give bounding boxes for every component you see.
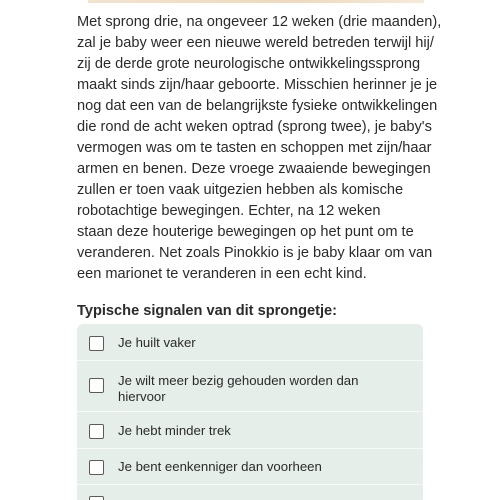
paragraph-line: vermogen was om te tasten en schoppen met zijn/haar [77, 140, 432, 156]
checklist-item-label [118, 459, 322, 475]
checkbox[interactable] [89, 378, 104, 393]
paragraph-line: een marionet te veranderen in een echt kind. [77, 266, 367, 282]
paragraph-line: die rond de acht weken optrad (sprong twee), je baby's [77, 119, 432, 135]
checklist-item-label-line: Je hebt minder trek [118, 423, 231, 438]
paragraph-line: veranderen. Net zoals Pinokkio is je baby klaar om van [77, 245, 433, 261]
checklist-divider [77, 360, 423, 361]
paragraph-line: Met sprong drie, na ongeveer 12 weken (drie maanden), [77, 14, 442, 30]
checklist-divider [77, 484, 423, 485]
top-accent-bar [88, 0, 424, 3]
paragraph-line: staan deze houterige bewegingen op het punt om te [77, 224, 414, 240]
paragraph-line: zullen er toen vaak uitgezien hebben als komische [77, 182, 404, 198]
checkbox[interactable] [89, 424, 104, 439]
paragraph-line: zal je baby weer een nieuwe wereld betreden terwijl hij/ [77, 35, 434, 51]
checklist-item-label [118, 373, 358, 405]
paragraph-line: robotachtige bewegingen. Echter, na 12 weken [77, 203, 381, 219]
article [77, 12, 442, 322]
paragraph-line: maakt sinds zijn/haar geboorte. Misschien herinner je je [77, 77, 438, 93]
signals-checklist [77, 324, 423, 500]
checklist-item-label-line: Je huilt vaker [118, 335, 196, 350]
article-paragraph [77, 12, 442, 285]
paragraph-line: armen en benen. Deze vroege zwaaiende bewegingen [77, 161, 431, 177]
checklist-item[interactable] [89, 459, 413, 475]
checklist-divider [77, 448, 423, 449]
checklist-item[interactable] [89, 495, 413, 500]
checklist-item-label-line: Je bent eenkenniger dan voorheen [118, 459, 322, 474]
paragraph-line: zij de derde grote neurologische ontwikkelingssprong [77, 56, 421, 72]
checklist-item-label-line: Je wilt meer bezig gehouden worden dan [118, 373, 359, 388]
checkbox[interactable] [89, 336, 104, 351]
checkbox[interactable] [89, 496, 104, 500]
checklist-divider [77, 411, 423, 412]
checklist-item-label-line: hiervoor [118, 389, 166, 404]
checklist-item[interactable] [89, 335, 413, 351]
checklist-item[interactable] [89, 373, 413, 405]
checkbox[interactable] [89, 460, 104, 475]
checklist-item[interactable] [89, 423, 413, 439]
checklist-item-label [118, 423, 231, 439]
signals-heading: Typische signalen van dit sprongetje: [77, 303, 338, 319]
paragraph-line: nog dat een van de belangrijkste fysieke ontwikkelingen [77, 98, 438, 114]
checklist-item-label [118, 335, 196, 351]
